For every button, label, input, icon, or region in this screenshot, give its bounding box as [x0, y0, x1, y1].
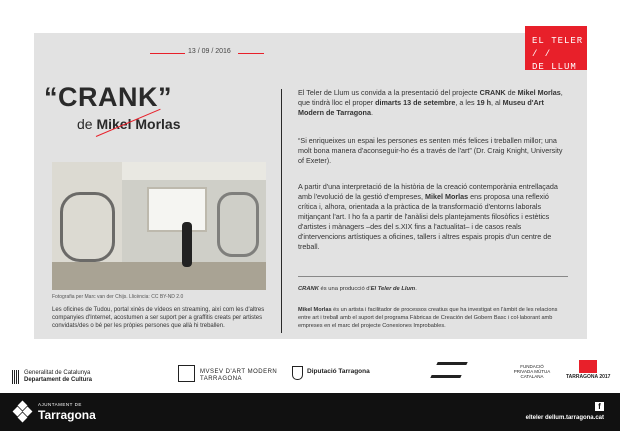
generalitat-line-2: Departament de Cultura	[24, 377, 93, 383]
diputacio-label: Diputació Tarragona	[307, 368, 370, 375]
page-title: “CRANK”	[44, 82, 172, 112]
logo-line-1: EL TELER	[532, 36, 584, 46]
musv-line-1: MVSEV D'ART MODERN	[200, 369, 278, 375]
flag-icon	[579, 360, 597, 373]
museu-art-modern-logo	[178, 365, 277, 383]
event-date: 13 / 09 / 2016	[188, 48, 231, 55]
musv-line-2: TARRAGONA	[200, 376, 243, 382]
stripes-icon	[430, 362, 467, 378]
tarragona-2017-logo	[566, 360, 610, 381]
p1-bold-5: Museu d'Art Modern de Tarragona	[298, 98, 544, 117]
p1-text-4: , a les	[455, 98, 477, 107]
sponsor-bar	[0, 358, 620, 390]
facebook-icon[interactable]: f	[595, 402, 604, 411]
website-link[interactable]: elteler dellum.tarragona.cat	[525, 415, 604, 421]
p1-bold-1: CRANK	[479, 88, 506, 97]
p1-text-1: El Teler de Llum us convida a la presentació del projecte	[298, 88, 480, 97]
description-paragraph	[298, 182, 570, 252]
intro-paragraph	[298, 88, 570, 118]
ajuntament-logo-icon	[14, 402, 32, 420]
column-divider	[281, 89, 282, 333]
photo-description: Les oficines de Tudou, portal xinès de vídeos en streaming, així com les d'altres companyies d'Internet, acostumen a ser suport per a graffitis creats per artistes convidats/des o bé per les pròpies persones que allà hi treballen.	[52, 307, 265, 329]
shield-icon	[292, 366, 303, 380]
credit-bold-2: El Teler de Llum	[370, 286, 416, 292]
el-teler-de-llum-logo	[525, 26, 587, 70]
fundacio-logo: FUNDACIÓ PRIVADA MÚTUA CATALANA	[513, 364, 551, 379]
logo-line-2: / /	[532, 49, 552, 59]
city-label: Tarragona	[38, 408, 96, 422]
credit-text-1: és una producció d'	[318, 286, 371, 292]
production-credit	[298, 286, 417, 292]
bio-bold-1: Mikel Morlas	[298, 307, 332, 313]
subtitle	[77, 116, 181, 132]
p1-text-3: , que tindrà lloc el proper	[298, 88, 563, 107]
generalitat-line-1: Generalitat de Catalunya	[24, 370, 91, 376]
p3-text-1: A partir d'una interpretació de la història de la creació contemporània entrellaçada amb l'evolució de la gestió d'empreses,	[298, 182, 558, 201]
date-rule-left	[150, 53, 185, 54]
office-graffiti-photo	[52, 162, 266, 290]
generalitat-logo	[14, 370, 92, 384]
p3-bold-1: Mikel Morlas	[425, 192, 469, 201]
date-rule-right	[238, 53, 264, 54]
logo-line-3: DE LLUM	[532, 62, 577, 72]
section-rule	[298, 276, 568, 277]
artist-bio	[298, 306, 570, 330]
photo-caption: Fotografia per Marc van der Chijs. Llicència: CC BY-ND 2.0	[52, 294, 184, 300]
p1-text-2: de	[505, 88, 518, 97]
credit-text-2: .	[415, 286, 417, 292]
museum-box-icon	[178, 365, 195, 382]
author-name: Mikel Morlas	[96, 116, 181, 132]
p1-bold-4: 19 h	[476, 98, 492, 107]
bio-text-1: és un artista i facilitador de processos creatius que ha investigat en l'àmbit de les relacions entre art i treball amb el suport del programa Fàbricas de Creación del Gobern Basc i col·laborant amb empreses en el marc del projecte Conexiones Improbables.	[298, 307, 558, 329]
subtitle-prefix: de	[77, 116, 93, 132]
p1-bold-3: dimarts 13 de setembre	[375, 98, 456, 107]
p1-text-5: , al	[491, 98, 503, 107]
senyera-icon	[12, 370, 19, 384]
p1-bold-2: Mikel Morlas	[517, 88, 561, 97]
p1-text-6: .	[370, 108, 373, 117]
tarragona-2017-label: TARRAGONA 2017	[566, 374, 611, 380]
diputacio-logo	[292, 368, 370, 375]
quote-paragraph: “Si enriqueixes un espai les persones es senten més felices i treballen millor; una molt bona manera d'aconseguir-ho és a través de l'art” (Dr. Craig Knight, University of Exeter).	[298, 136, 563, 165]
ajuntament-label: AJUNTAMENT DE	[38, 402, 82, 407]
footer-bar	[0, 393, 620, 431]
p3-text-2: ens proposa una reflexió crítica i, alhora, orientada a la pràctica de la transformació d'entorns laborals mitjançant l'art. I ho fa a partir de l'anàlisi dels plantejaments filosòfics i estètics d'artistes i mànagers –des del s.XIX fins a l'actualitat– i de casos reals d'intervencions artístiques a oficines, tallers i altres espais propis d'un centre de treball.	[298, 192, 552, 251]
credit-bold-1: CRANK	[298, 286, 319, 292]
